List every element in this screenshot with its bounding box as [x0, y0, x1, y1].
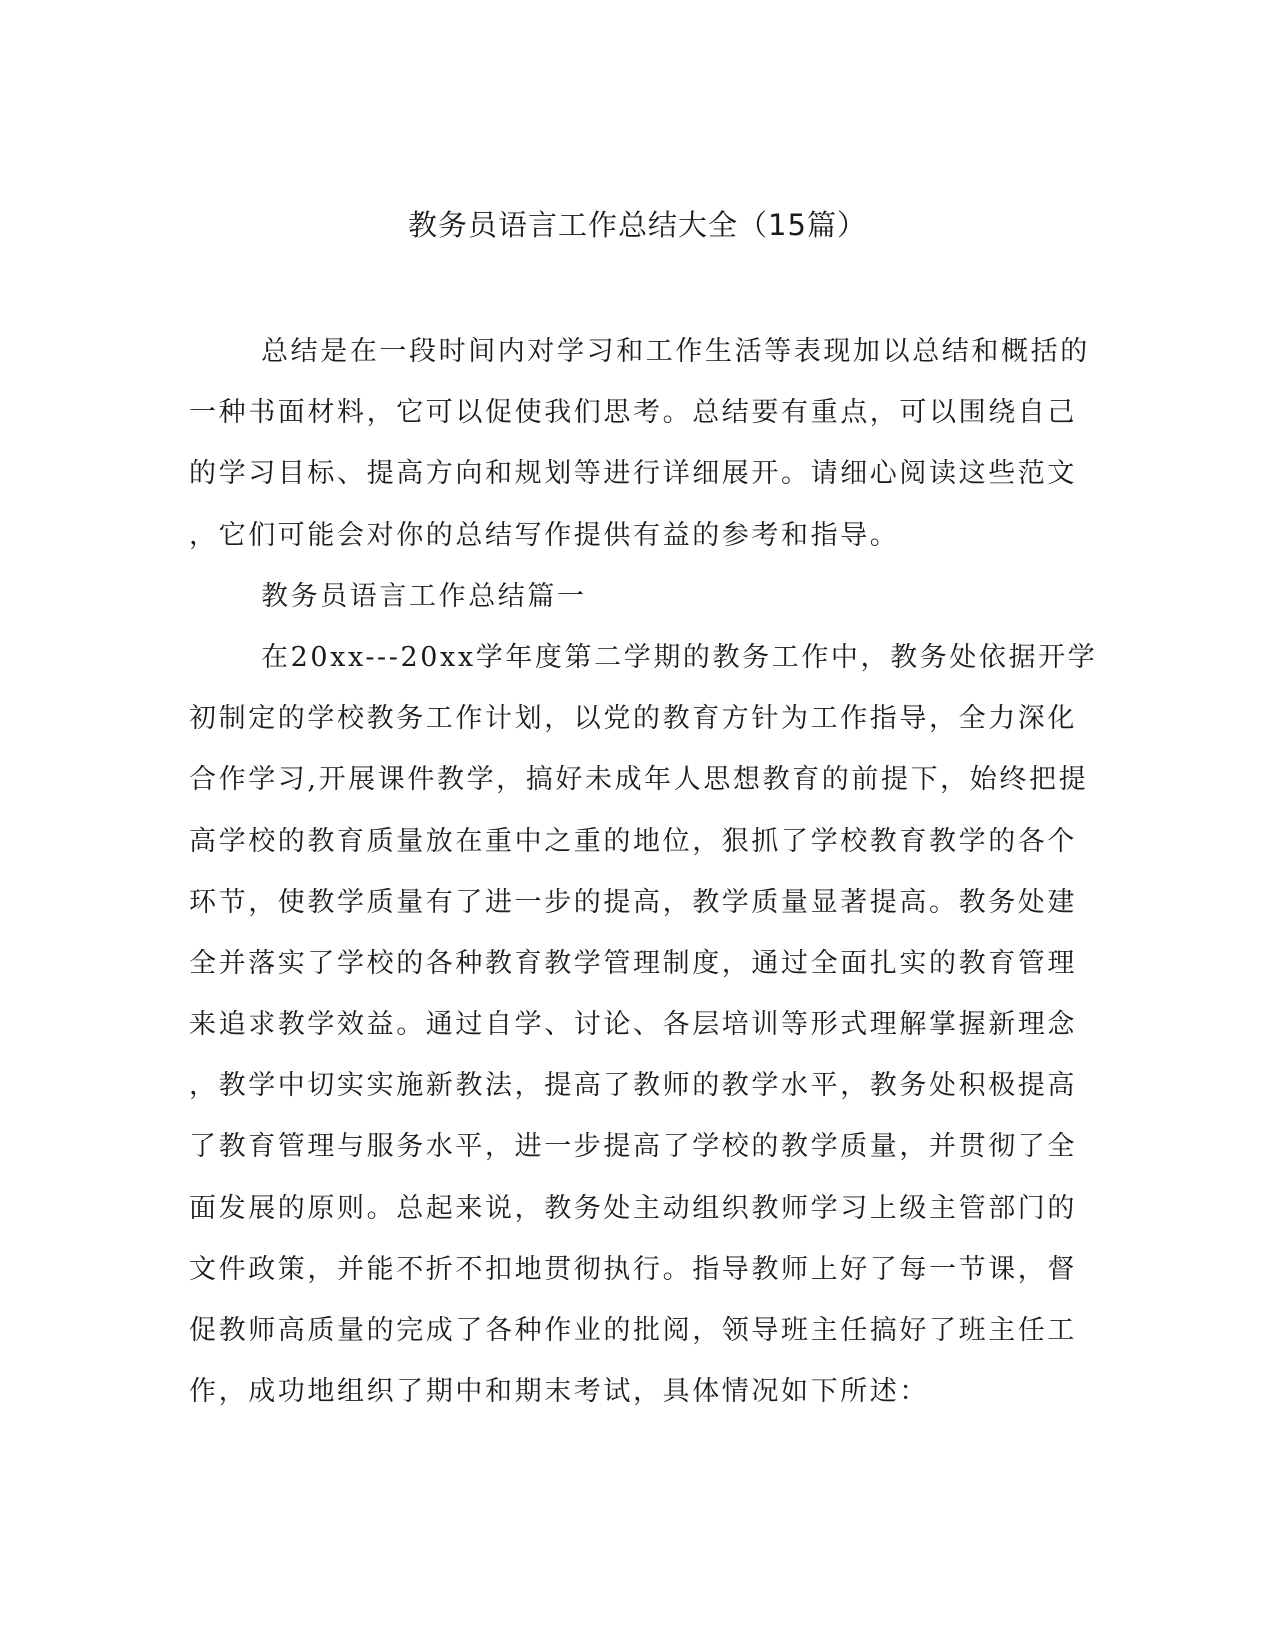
text-line: ，它们可能会对你的总结写作提供有益的参考和指导。 — [189, 519, 900, 551]
text-line: 文件政策，并能不折不扣地贯彻执行。指导教师上好了每一节课，督 — [189, 1253, 1077, 1285]
document-title: 教务员语言工作总结大全（15篇） — [408, 208, 867, 242]
text-line: 环节，使教学质量有了进一步的提高，教学质量显著提高。教务处建 — [189, 886, 1077, 918]
text-line: 作，成功地组织了期中和期末考试，具体情况如下所述： — [189, 1376, 929, 1408]
section-heading: 教务员语言工作总结篇一 — [261, 580, 587, 612]
text-line: 初制定的学校教务工作计划，以党的教育方针为工作指导，全力深化 — [189, 703, 1077, 735]
text-line: ，教学中切实实施新教法，提高了教师的教学水平，教务处积极提高 — [189, 1070, 1077, 1102]
text-line: 总结是在一段时间内对学习和工作生活等表现加以总结和概括的 — [261, 336, 1090, 367]
text-line: 促教师高质量的完成了各种作业的批阅，领导班主任搞好了班主任工 — [189, 1315, 1077, 1346]
text-line: 面发展的原则。总起来说，教务处主动组织教师学习上级主管部门的 — [189, 1192, 1077, 1224]
text-line: 在20xx---20xx学年度第二学期的教务工作中，教务处依据开学 — [261, 641, 1098, 673]
text-line: 的学习目标、提高方向和规划等进行详细展开。请细心阅读这些范文 — [189, 458, 1077, 490]
text-line: 一种书面材料，它可以促使我们思考。总结要有重点，可以围绕自己 — [189, 397, 1077, 429]
text-line: 全并落实了学校的各种教育教学管理制度，通过全面扎实的教育管理 — [189, 947, 1077, 979]
text-line: 来追求教学效益。通过自学、讨论、各层培训等形式理解掌握新理念 — [189, 1009, 1077, 1041]
document-body — [189, 321, 1098, 1422]
text-line: 了教育管理与服务水平，进一步提高了学校的教学质量，并贯彻了全 — [189, 1131, 1077, 1163]
text-line: 合作学习,开展课件教学，搞好未成年人思想教育的前提下，始终把提 — [189, 764, 1089, 796]
text-line: 高学校的教育质量放在重中之重的地位，狠抓了学校教育教学的各个 — [189, 825, 1077, 857]
